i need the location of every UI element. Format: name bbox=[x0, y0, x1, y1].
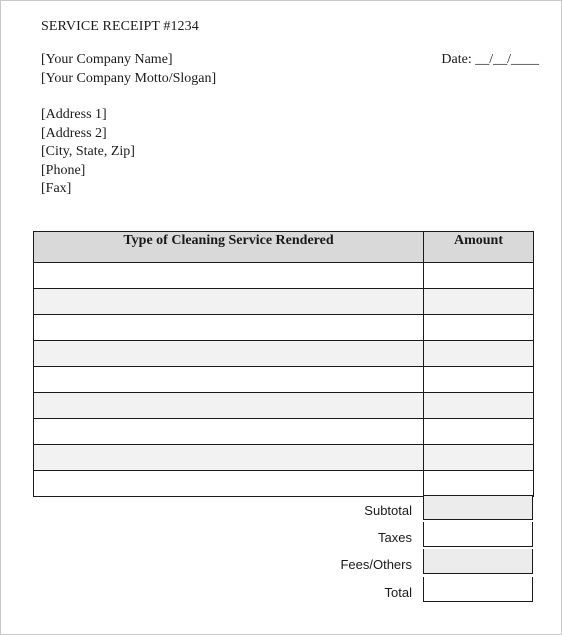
taxes-value[interactable] bbox=[423, 522, 533, 547]
amount-cell[interactable] bbox=[424, 289, 534, 315]
service-cell[interactable] bbox=[34, 419, 424, 445]
table-row bbox=[34, 393, 534, 419]
service-cell[interactable] bbox=[34, 367, 424, 393]
table-row bbox=[34, 419, 534, 445]
subtotal-label: Subtotal bbox=[364, 503, 412, 518]
fees-label: Fees/Others bbox=[340, 557, 412, 572]
phone-line: [Phone] bbox=[41, 162, 86, 178]
service-cell[interactable] bbox=[34, 445, 424, 471]
amount-cell[interactable] bbox=[424, 419, 534, 445]
address-block bbox=[41, 106, 135, 199]
amount-cell[interactable] bbox=[424, 393, 534, 419]
company-name: [Your Company Name] bbox=[41, 52, 173, 67]
taxes-row bbox=[281, 522, 533, 548]
service-cell[interactable] bbox=[34, 393, 424, 419]
fees-row bbox=[281, 549, 533, 575]
city-state-zip: [City, State, Zip] bbox=[41, 144, 135, 159]
service-cell[interactable] bbox=[34, 263, 424, 289]
address-line-1: [Address 1] bbox=[41, 107, 107, 122]
table-row bbox=[34, 289, 534, 315]
service-cell[interactable] bbox=[34, 471, 424, 497]
table-row bbox=[34, 367, 534, 393]
address-line-2: [Address 2] bbox=[41, 125, 107, 141]
service-cell[interactable] bbox=[34, 289, 424, 315]
subtotal-row bbox=[281, 495, 533, 521]
amount-cell[interactable] bbox=[424, 263, 534, 289]
receipt-title: SERVICE RECEIPT #1234 bbox=[41, 19, 199, 34]
services-table bbox=[33, 231, 534, 497]
table-row bbox=[34, 315, 534, 341]
total-value[interactable] bbox=[423, 577, 533, 602]
date-field: Date: __/__/____ bbox=[441, 52, 539, 67]
subtotal-value[interactable] bbox=[423, 495, 533, 520]
table-row bbox=[34, 263, 534, 289]
service-type-header: Type of Cleaning Service Rendered bbox=[34, 232, 424, 263]
service-cell[interactable] bbox=[34, 341, 424, 367]
table-row bbox=[34, 341, 534, 367]
totals-block bbox=[281, 495, 533, 602]
amount-cell[interactable] bbox=[424, 471, 534, 497]
fees-value[interactable] bbox=[423, 549, 533, 574]
fax-line: [Fax] bbox=[41, 181, 72, 196]
table-row bbox=[34, 445, 534, 471]
table-row bbox=[34, 471, 534, 497]
amount-header: Amount bbox=[424, 232, 534, 263]
table-header-row bbox=[34, 232, 534, 263]
total-row bbox=[281, 577, 533, 603]
amount-cell[interactable] bbox=[424, 341, 534, 367]
company-block bbox=[41, 50, 216, 88]
company-motto: [Your Company Motto/Slogan] bbox=[41, 71, 217, 86]
amount-cell[interactable] bbox=[424, 445, 534, 471]
amount-cell[interactable] bbox=[424, 315, 534, 341]
service-cell[interactable] bbox=[34, 315, 424, 341]
amount-cell[interactable] bbox=[424, 367, 534, 393]
total-label: Total bbox=[384, 584, 412, 600]
taxes-label: Taxes bbox=[378, 529, 412, 545]
